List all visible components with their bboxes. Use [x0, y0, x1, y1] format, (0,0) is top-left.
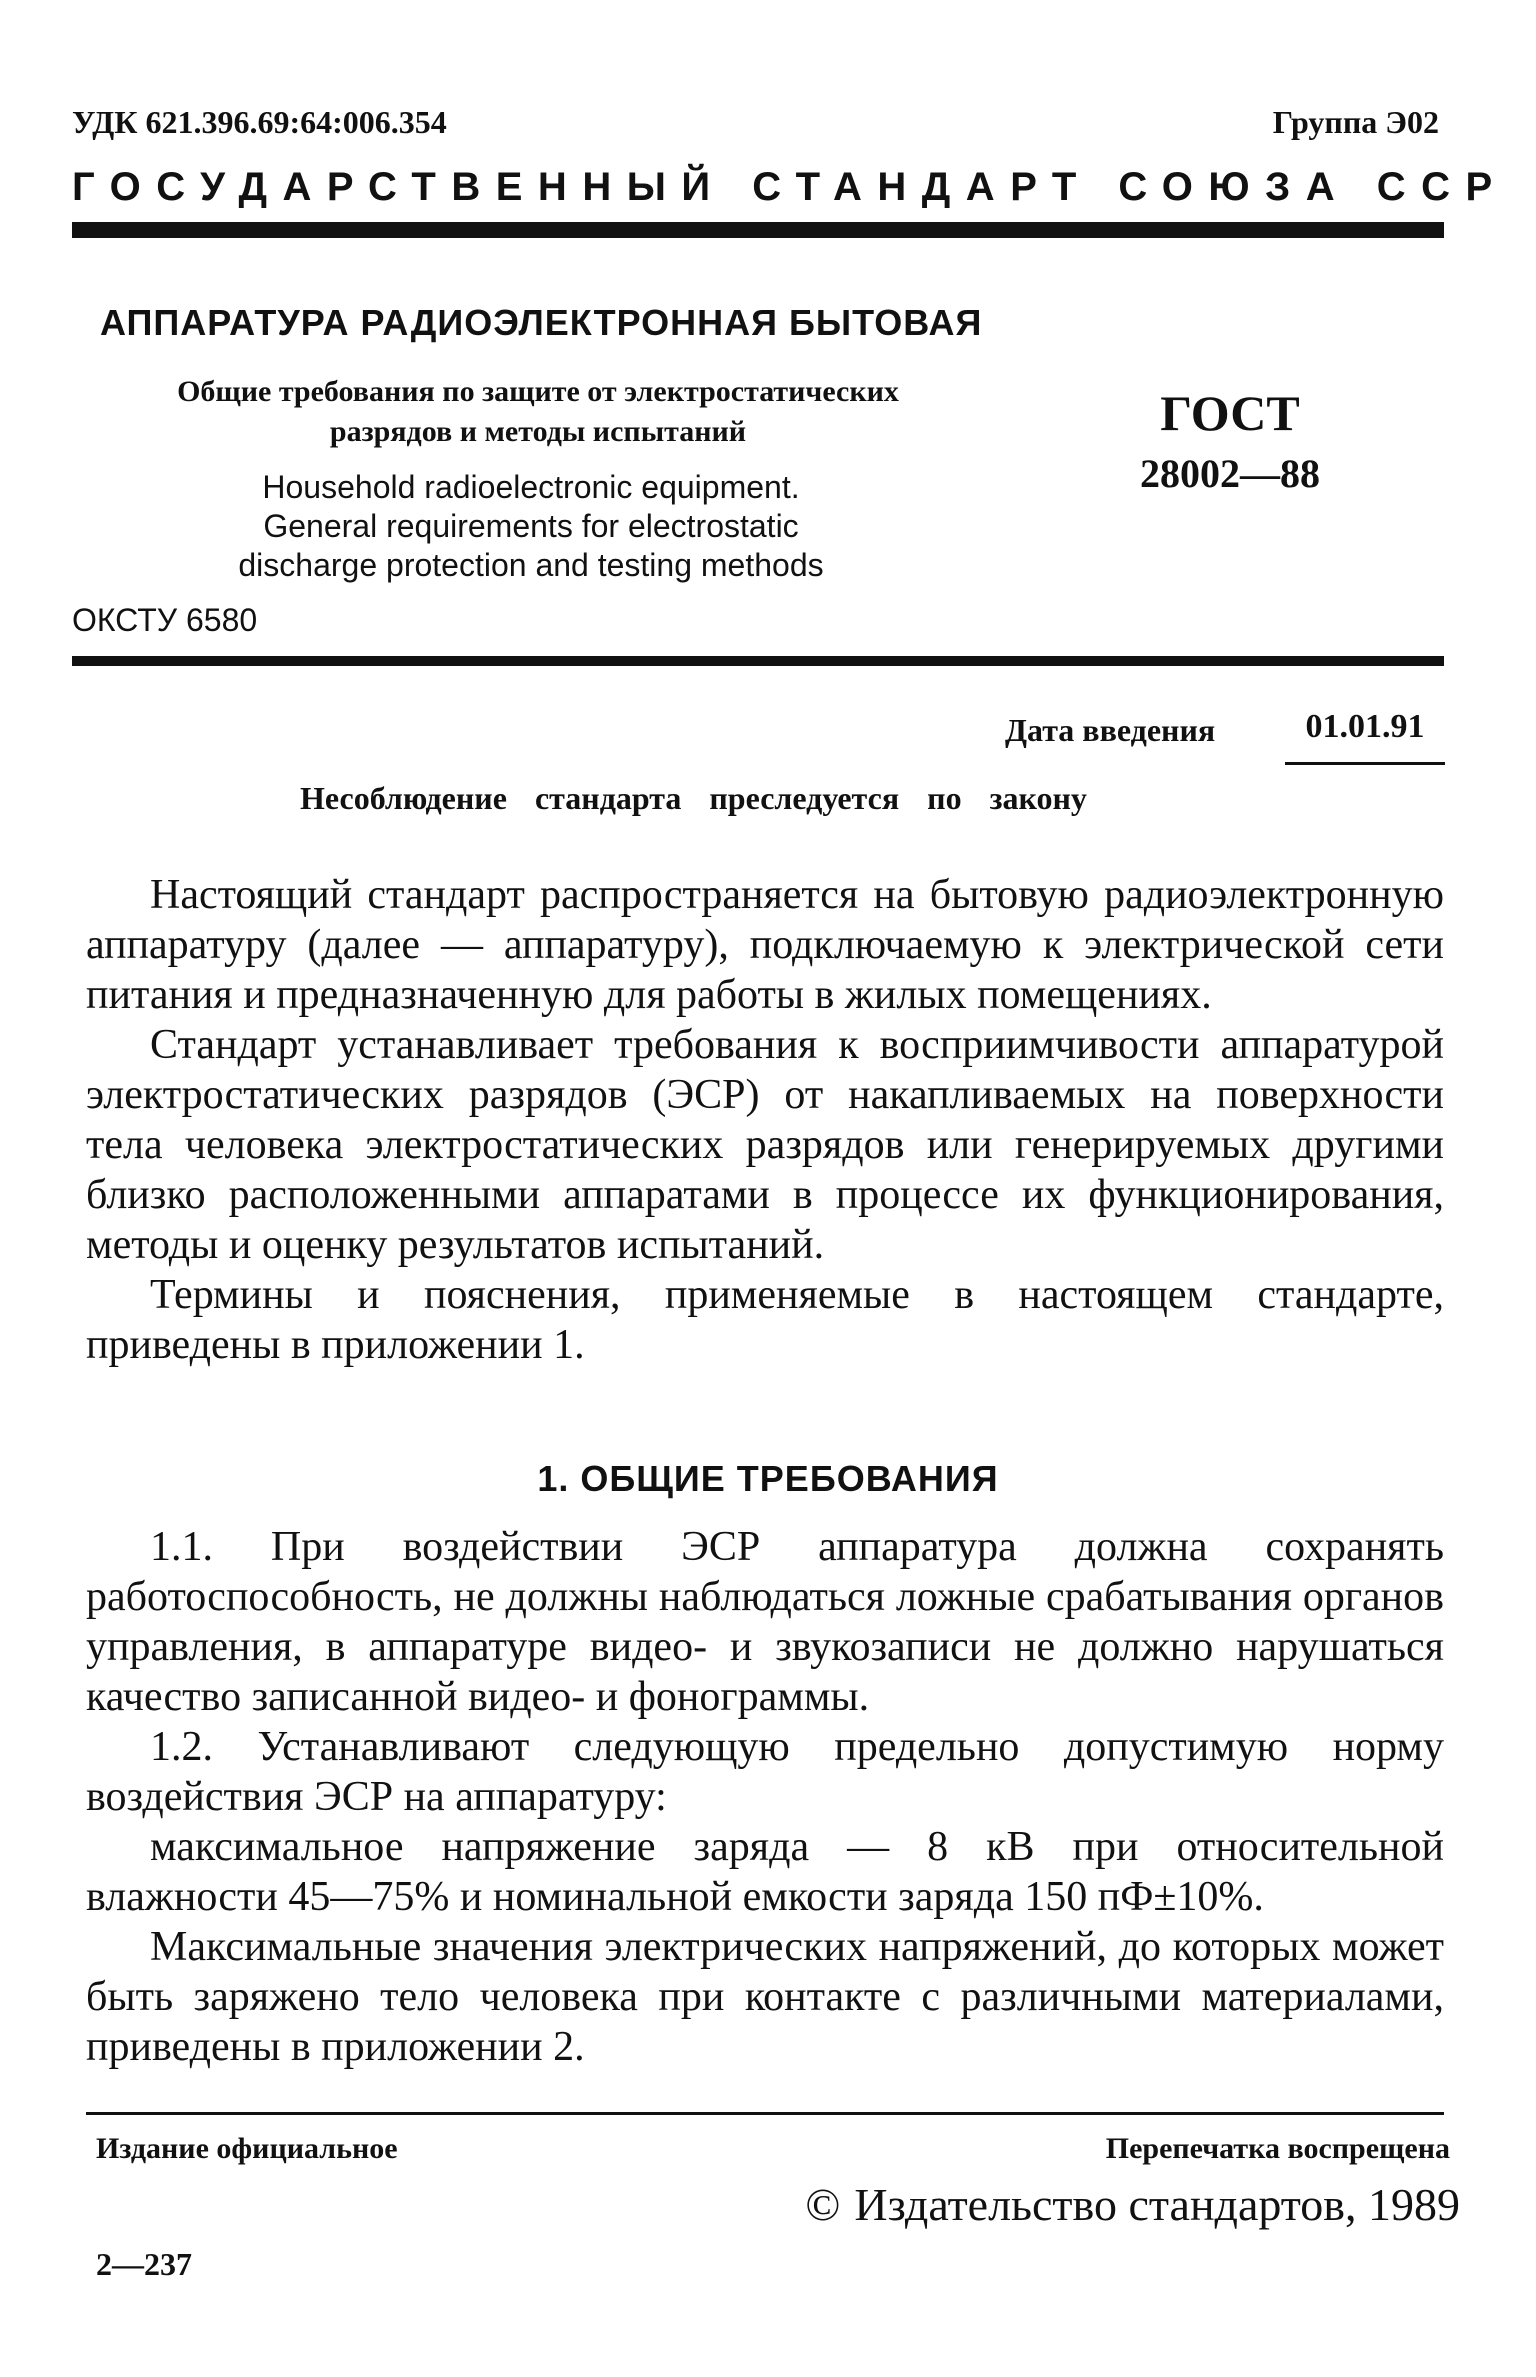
clause-1-2-norm: максимальное напряжение заряда — 8 кВ при относительной влажности 45—75% и номинальной емкости заряда 150 пФ±10%.: [86, 1824, 1444, 1920]
gost-label: ГОСТ: [1160, 385, 1300, 441]
intro-body: [86, 870, 1444, 1370]
document-title: АППАРАТУРА РАДИОЭЛЕКТРОННАЯ БЫТОВАЯ: [100, 302, 983, 343]
udk-code: УДК 621.396.69:64:006.354: [72, 104, 447, 140]
clause-1-2: 1.2. Устанавливают следующую предельно допустимую норму воздействия ЭСР на аппаратуру:: [86, 1724, 1444, 1820]
okstu-code: ОКСТУ 6580: [72, 602, 258, 638]
group-code: Группа Э02: [1272, 104, 1439, 140]
clause-1-2-max-values: Максимальные значения электрических напряжений, до которых может быть заряжено тело человека при контакте с различными материалами, приведены в приложении 2.: [86, 1924, 1444, 2070]
gost-number: 28002—88: [1140, 451, 1320, 496]
title-rule: [72, 656, 1444, 666]
document-subtitle: [98, 372, 978, 452]
english-title-line-2: General requirements for electrostatic: [263, 508, 799, 544]
paragraph-requirements: Стандарт устанавливает требования к восприимчивости аппаратурой электростатических разрядов (ЭСР) от накапливаемых на поверхности тела человека электростатических разрядов или генерируемых другими близко расположенными аппаратами в процессе их функционирования, методы и оценку результатов испытаний.: [86, 1022, 1444, 1268]
clause-1-1: 1.1. При воздействии ЭСР аппаратура должна сохранять работоспособность, не должны наблюдаться ложные срабатывания органов управления, в аппаратуре видео- и звукозаписи не должно нарушаться качество записанной видео- и фонограммы.: [86, 1524, 1444, 1720]
date-label: Дата введения: [1005, 712, 1216, 748]
noncompliance-notice: Несоблюдение стандарта преследуется по закону: [300, 780, 1087, 816]
header-rule: [72, 222, 1444, 238]
english-title-line-1: Household radioelectronic equipment.: [262, 469, 800, 505]
publisher-line: [805, 2178, 1460, 2231]
official-edition: Издание официальное: [96, 2132, 398, 2165]
publisher-name: Издательство стандартов, 1989: [854, 2179, 1460, 2230]
footer-rule: [86, 2112, 1444, 2115]
english-title-line-3: discharge protection and testing methods: [238, 547, 824, 583]
page-code: 2—237: [96, 2246, 192, 2282]
date-value: 01.01.91: [1305, 708, 1425, 745]
section-1-heading: 1. ОБЩИЕ ТРЕБОВАНИЯ: [537, 1458, 999, 1499]
subtitle-line-2: разрядов и методы испытаний: [329, 415, 747, 448]
copyright-icon: ©: [805, 2179, 841, 2230]
date-underline: [1285, 762, 1445, 765]
english-title: [196, 468, 866, 585]
subtitle-line-1: Общие требования по защите от электростатических: [177, 375, 899, 408]
state-standard-heading: ГОСУДАРСТВЕННЫЙ СТАНДАРТ СОЮЗА ССР: [72, 165, 1508, 209]
section-1-body: [86, 1522, 1444, 2072]
paragraph-terms: Термины и пояснения, применяемые в настоящем стандарте, приведены в приложении 1.: [86, 1272, 1444, 1368]
reprint-notice: Перепечатка воспрещена: [1105, 2132, 1450, 2165]
paragraph-scope: Настоящий стандарт распространяется на бытовую радиоэлектронную аппаратуру (далее — аппаратуру), подключаемую к электрической сети питания и предназначенную для работы в жилых помещениях.: [86, 872, 1444, 1018]
